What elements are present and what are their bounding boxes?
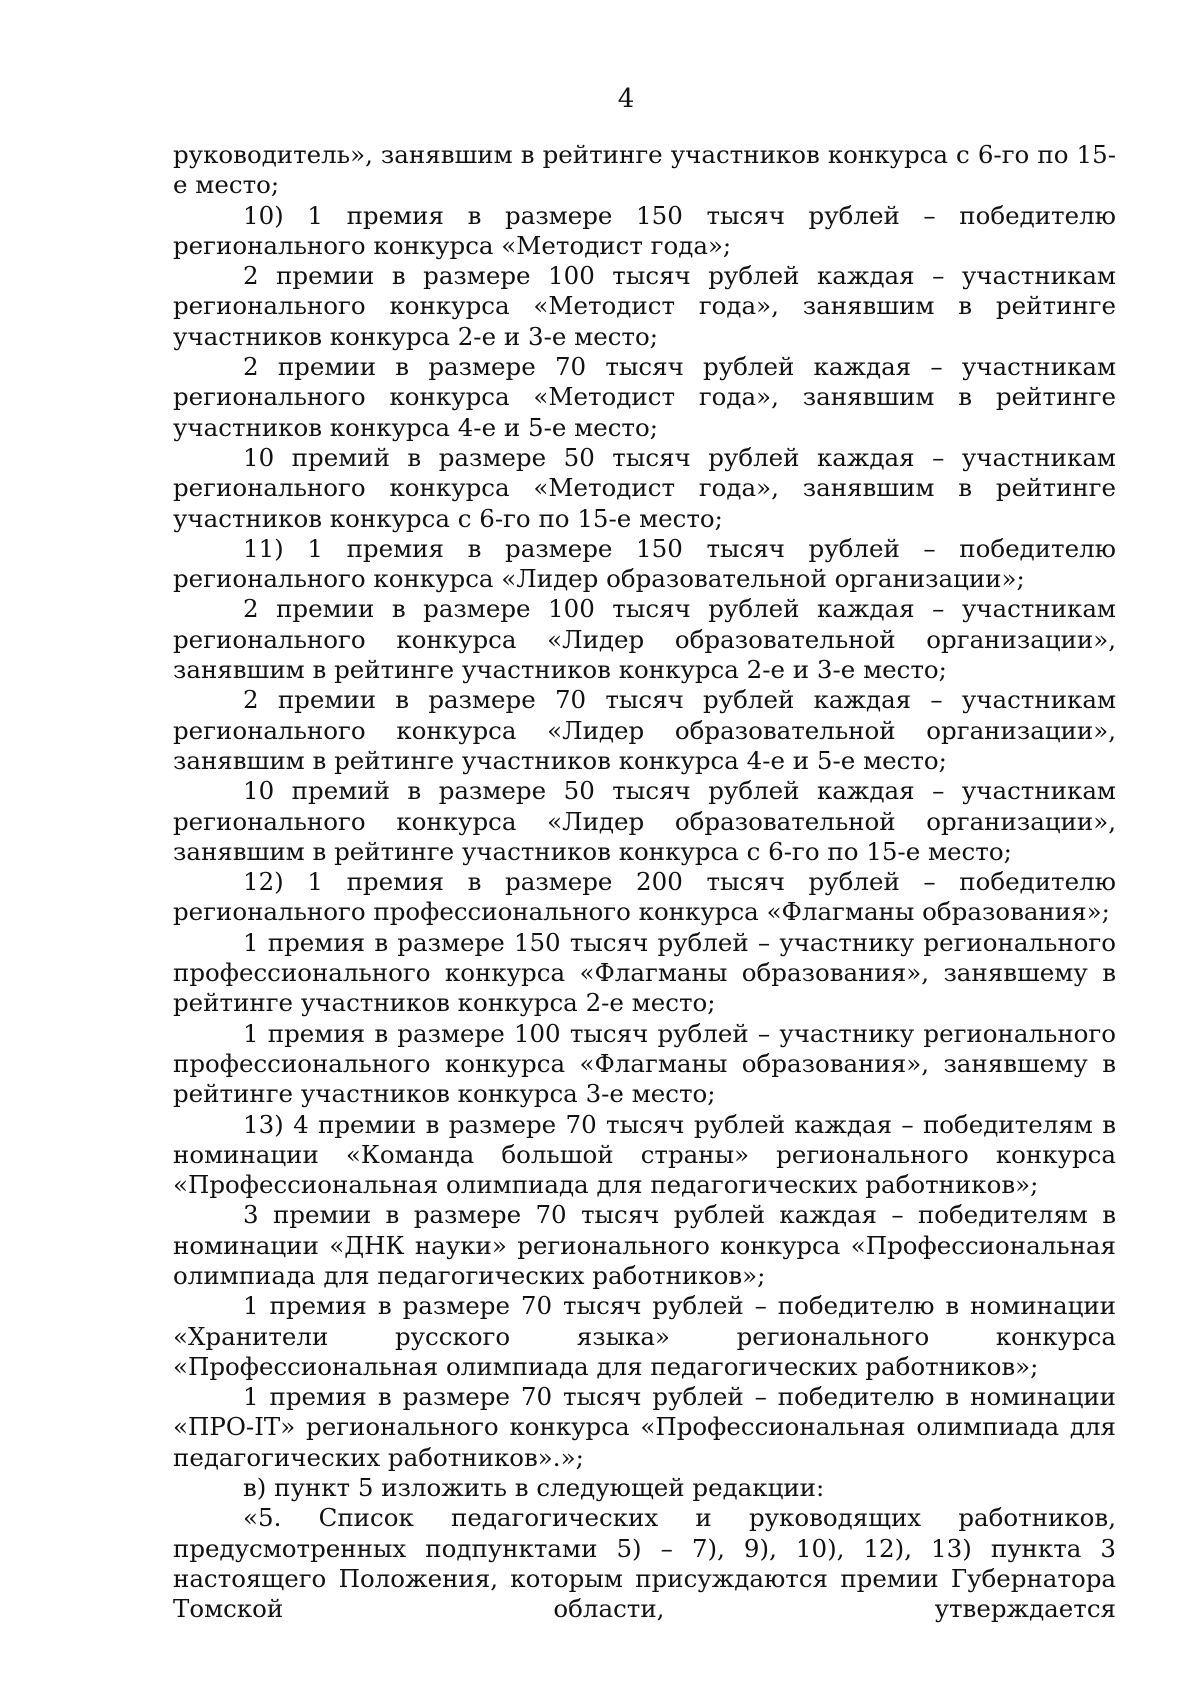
paragraph: 1 премия в размере 100 тысяч рублей – участнику регионального профессионального конкурса «Флагманы образования», занявшему в рейтинге участников конкурса 3-е место; (173, 1018, 1116, 1109)
paragraph-amendment-v: в) пункт 5 изложить в следующей редакции: (243, 1473, 825, 1503)
paragraph: 2 премии в размере 70 тысяч рублей каждая – участникам регионального конкурса «Лидер образовательной организации», занявшим в рейтинге участников конкурса 4-е и 5-е место; (173, 685, 1116, 775)
paragraph: 2 премии в размере 70 тысяч рублей каждая – участникам регионального конкурса «Методист года», занявшим в рейтинге участников конкурса 4-е и 5-е место; (173, 352, 1116, 442)
paragraph-item-10: 10) 1 премия в размере 150 тысяч рублей – победителю регионального конкурса «Методист года»; (173, 200, 1116, 260)
paragraph-item-13: 13) 4 премии в размере 70 тысяч рублей каждая – победителям в номинации «Команда большой страны» регионального конкурса «Профессиональная олимпиада для педагогических работников»; (173, 1109, 1116, 1200)
paragraph: 3 премии в размере 70 тысяч рублей каждая – победителям в номинации «ДНК науки» регионального конкурса «Профессиональная олимпиада для педагогических работников»; (173, 1200, 1116, 1290)
paragraph-item-11: 11) 1 премия в размере 150 тысяч рублей – победителю регионального конкурса «Лидер образовательной организации»; (173, 533, 1116, 594)
paragraph: 1 премия в размере 70 тысяч рублей – победителю в номинации «ПРО-IT» регионального конкурса «Профессиональная олимпиада для педагогических работников».»; (173, 1382, 1116, 1472)
paragraph-point-5: «5. Список педагогических и руководящих работников, предусмотренных подпунктами 5) – 7), 9), 10), 12), 13) пункта 3 настоящего Положения, которым присуждаются премии Губернатора Томской области, утверждается (173, 1503, 1116, 1624)
paragraph-continuation: руководитель», занявшим в рейтинге участников конкурса с 6-го по 15-е место; (173, 140, 1116, 200)
paragraph: 10 премий в размере 50 тысяч рублей каждая – участникам регионального конкурса «Методист года», занявшим в рейтинге участников конкурса с 6-го по 15-е место; (173, 442, 1116, 533)
paragraph: 10 премий в размере 50 тысяч рублей каждая – участникам регионального конкурса «Лидер образовательной организации», занявшим в рейтинге участников конкурса с 6-го по 15-е место; (173, 776, 1116, 866)
page-number: 4 (617, 84, 635, 114)
paragraph: 1 премия в размере 70 тысяч рублей – победителю в номинации «Хранители русского языка» регионального конкурса «Профессиональная олимпиада для педагогических работников»; (173, 1291, 1116, 1381)
document-body (173, 140, 1116, 1625)
paragraph-item-12: 12) 1 премия в размере 200 тысяч рублей – победителю регионального профессионального конкурса «Флагманы образования»; (173, 867, 1116, 927)
paragraph: 2 премии в размере 100 тысяч рублей каждая – участникам регионального конкурса «Методист года», занявшим в рейтинге участников конкурса 2-е и 3-е место; (173, 261, 1116, 351)
paragraph: 2 премии в размере 100 тысяч рублей каждая – участникам регионального конкурса «Лидер образовательной организации», занявшим в рейтинге участников конкурса 2-е и 3-е место; (173, 594, 1116, 685)
paragraph: 1 премия в размере 150 тысяч рублей – участнику регионального профессионального конкурса «Флагманы образования», занявшему в рейтинге участников конкурса 2-е место; (173, 927, 1116, 1018)
